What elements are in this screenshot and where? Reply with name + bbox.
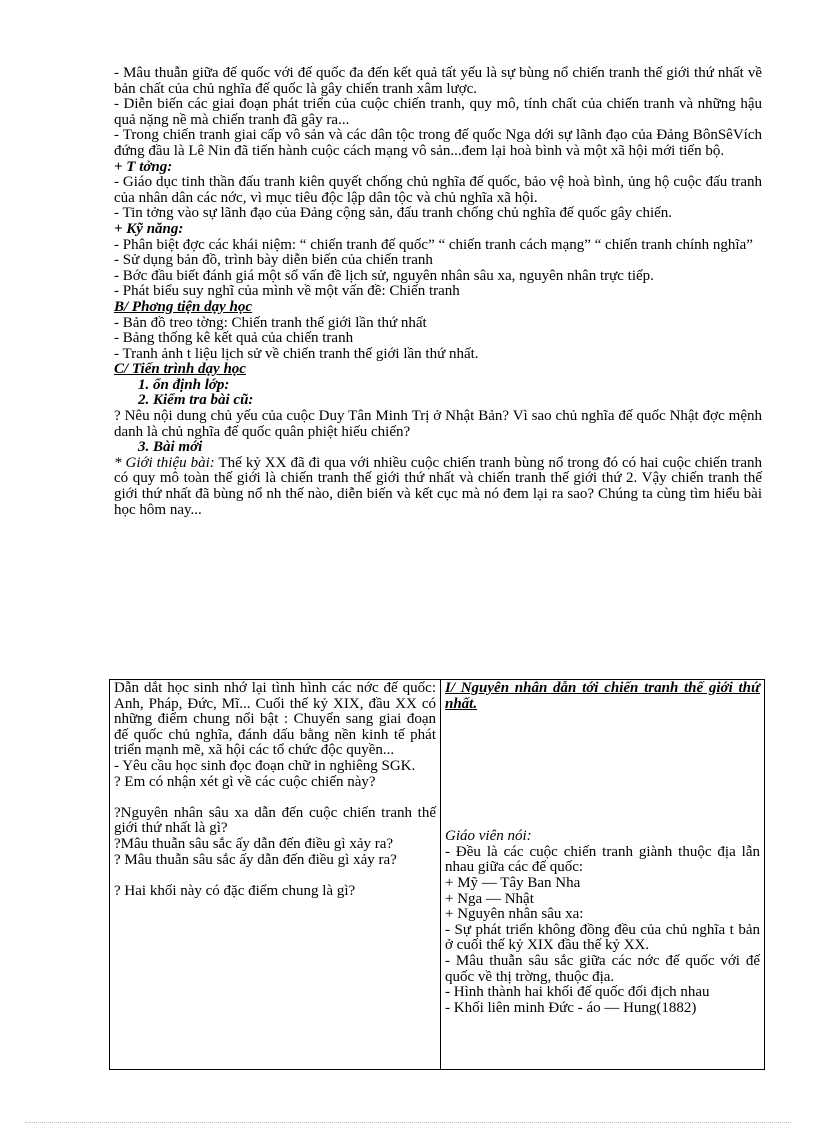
cell-paragraph: + Nga — Nhật bbox=[445, 890, 534, 907]
table-row bbox=[110, 680, 765, 1070]
lesson-table bbox=[109, 679, 765, 1070]
section-heading-phuong-tien: B/ Phơng tiện dạy học bbox=[114, 298, 253, 315]
cell-paragraph: ? Em có nhận xét gì về các cuộc chiến này? bbox=[114, 773, 376, 790]
cell-paragraph: + Mỹ — Tây Ban Nha bbox=[445, 874, 581, 891]
cell-paragraph: Giáo viên nói: bbox=[445, 828, 532, 845]
cell-paragraph: - Đều là các cuộc chiến tranh giành thuộc địa lẫn nhau giữa các đế quốc: bbox=[445, 843, 760, 876]
cell-paragraph: ? Hai khối này có đặc điểm chung là gì? bbox=[114, 882, 356, 899]
cell-paragraph: - Hình thành hai khối đế quốc đối địch nhau bbox=[445, 984, 710, 1001]
section-heading-tien-trinh: C/ Tiến trình dạy học bbox=[114, 361, 246, 378]
cell-paragraph: ?Nguyên nhân sâu xa dẫn đến cuộc chiến tranh thế giới thứ nhất là gì? bbox=[114, 804, 436, 837]
numbered-heading: 2. Kiểm tra bài cũ: bbox=[138, 392, 254, 409]
section-heading-tu-tuong: + T tởng: bbox=[114, 158, 173, 175]
spacer bbox=[114, 868, 436, 884]
cell-paragraph: ?Mâu thuẫn sâu sắc ấy dẫn đến điều gì xảy ra? bbox=[114, 835, 394, 852]
paragraph: - Tranh ảnh t liệu lịch sử về chiến tranh thế giới lần thứ nhất. bbox=[114, 345, 479, 362]
cell-paragraph: - Mâu thuẫn sâu sắc giữa các nớc đế quốc với đế quốc về thị trờng, thuộc địa. bbox=[445, 952, 760, 985]
cell-paragraph: - Yêu cầu học sinh đọc đoạn chữ in nghiêng SGK. bbox=[114, 757, 416, 774]
cell-paragraph: - Sự phát triển không đồng đều của chủ nghĩa t bản ở cuối thế kỷ XIX đầu thế kỷ XX. bbox=[445, 921, 760, 954]
paragraph: - Bớc đầu biết đánh giá một số vấn đề lịch sử, nguyên nhân sâu xa, nguyên nhân trực tiếp. bbox=[114, 267, 654, 284]
spacer bbox=[114, 790, 436, 806]
paragraph: - Trong chiến tranh giai cấp vô sản và các dân tộc trong đế quốc Nga dới sự lãnh đạo của Đảng BônSêVích đứng đầu là Lê Nin đã tiến hành cuộc cách mạng vô sản...đem lại hoà bình và một xã hội mới tiến bộ. bbox=[114, 127, 762, 159]
cell-paragraph: - Khối liên minh Đức - áo — Hung(1882) bbox=[445, 999, 697, 1016]
section-heading-ky-nang: + Kỹ năng: bbox=[114, 220, 184, 237]
document-body bbox=[114, 66, 762, 518]
cell-paragraph: Dẫn dắt học sinh nhớ lại tình hình các nớc đế quốc: Anh, Pháp, Đức, Mĩ... Cuối thế kỷ XIX, đầu XX có những điểm chung nổi bật : Chuyển sang giai đoạn đế quốc chủ nghĩa, đánh dấu bằng nền kinh tế phát triển mạnh mẽ, xã hội các tổ chức độc quyền... bbox=[114, 680, 436, 759]
numbered-heading: 1. ổn định lớp: bbox=[138, 376, 230, 393]
intro-label: * Giới thiệu bài: bbox=[114, 454, 215, 471]
paragraph: - Phân biệt đợc các khái niệm: “ chiến tranh đế quốc” “ chiến tranh cách mạng” “ chiến tranh chính nghĩa” bbox=[114, 236, 753, 253]
intro-paragraph bbox=[114, 456, 762, 518]
paragraph: - Bảng thống kê kết quả của chiến tranh bbox=[114, 330, 354, 347]
paragraph: - Tin tởng vào sự lãnh đạo của Đảng cộng sản, đấu tranh chống chủ nghĩa đế quốc gây chiến. bbox=[114, 205, 673, 222]
paragraph: - Phát biểu suy nghĩ của mình về một vấn đề: Chiến tranh bbox=[114, 283, 460, 300]
cell-paragraph: ? Mâu thuẫn sâu sắc ấy dẫn đến điều gì xảy ra? bbox=[114, 851, 397, 868]
paragraph: - Sử dụng bản đồ, trình bày diễn biến của chiến tranh bbox=[114, 252, 433, 269]
paragraph: ? Nêu nội dung chủ yếu của cuộc Duy Tân Minh Trị ở Nhật Bản? Vì sao chủ nghĩa đế quốc Nhật đợc mệnh danh là chủ nghĩa đế quốc quân phiệt hiếu chiến? bbox=[114, 408, 762, 440]
content-cell bbox=[441, 680, 765, 1070]
intro-text: Thế kỷ XX đã đi qua với nhiều cuộc chiến tranh bùng nổ trong đó có hai cuộc chiến tranh có quy mô toàn thế giới là chiến tranh thế giới thứ nhất và chiến tranh thế giới thứ 2. Vậy chiến tranh thế giới thứ nhất đã bùng nổ nh thế nào, diễn biến và kết cục mà nó đem lại ra sao? Chúng ta cùng tìm hiểu bài học hôm nay... bbox=[114, 454, 763, 518]
cell-paragraph: + Nguyên nhân sâu xa: bbox=[445, 906, 584, 923]
teacher-activity-cell bbox=[110, 680, 441, 1070]
content-heading: I/ Nguyên nhân dẫn tới chiến tranh thế giới thứ nhất. bbox=[445, 680, 760, 712]
paragraph: - Mâu thuẫn giữa đế quốc với đế quốc đa đến kết quả tất yếu là sự bùng nổ chiến tranh thế giới thứ nhất về bản chất của chủ nghĩa đế quốc là gây chiến tranh xâm lược. bbox=[114, 65, 762, 97]
spacer bbox=[445, 712, 760, 829]
paragraph: - Bản đồ treo tờng: Chiến tranh thế giới lần thứ nhất bbox=[114, 314, 427, 331]
paragraph: - Giáo dục tinh thần đấu tranh kiên quyết chống chủ nghĩa đế quốc, bảo vệ hoà bình, ủng hộ cuộc đấu tranh của nhân dân các nớc, vì mục tiêu độc lập dân tộc và chủ nghĩa xã hội. bbox=[114, 174, 762, 206]
paragraph: - Diễn biến các giai đoạn phát triển của cuộc chiến tranh, quy mô, tính chất của chiến tranh và những hậu quả nặng nề mà chiến tranh đã gây ra... bbox=[114, 96, 762, 128]
numbered-heading: 3. Bài mới bbox=[138, 439, 203, 456]
